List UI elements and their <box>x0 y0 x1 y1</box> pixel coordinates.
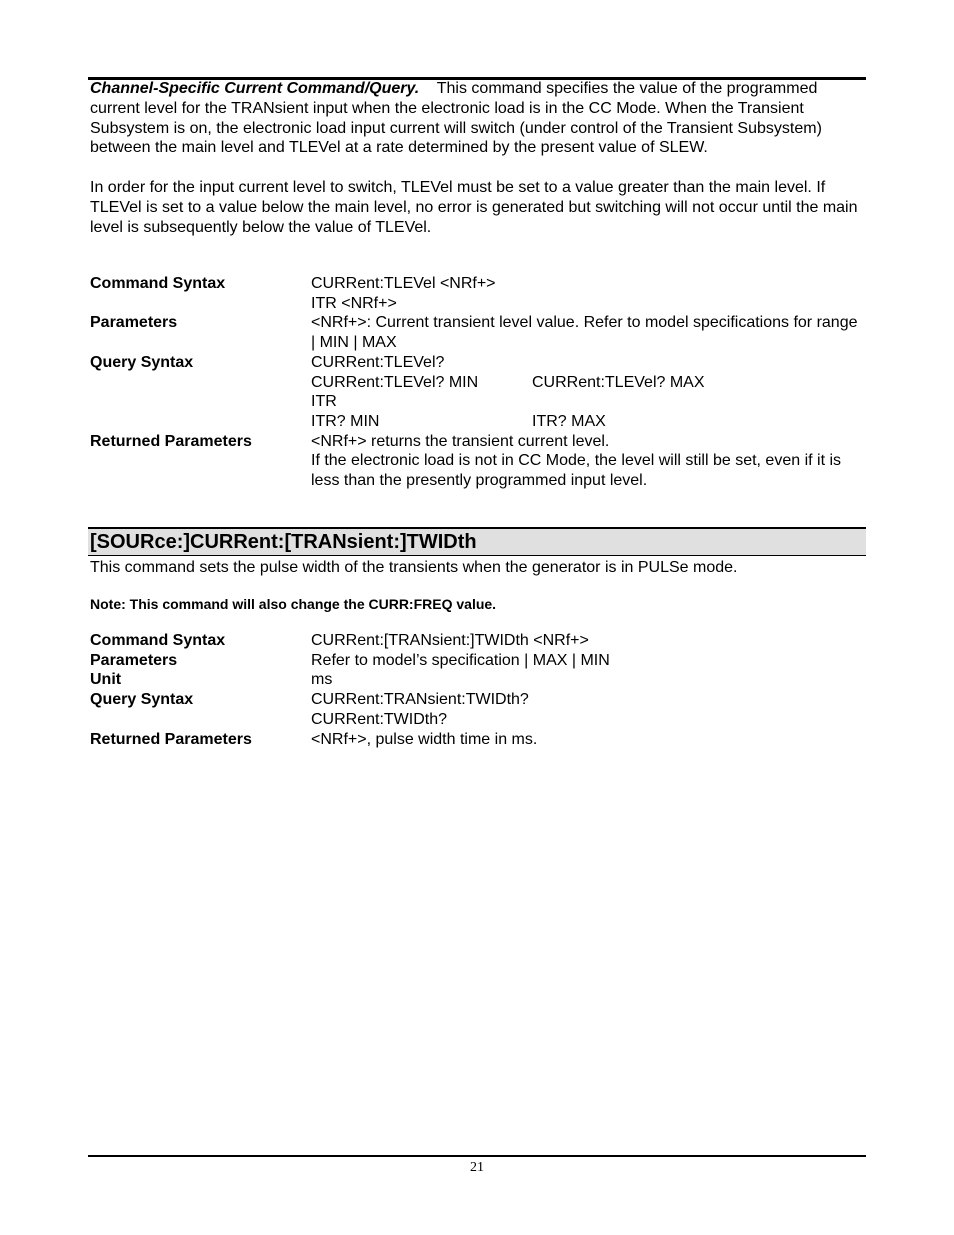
parameters-label: Parameters <box>90 314 178 332</box>
query-syntax-value-alt: CURRent:TWIDth? <box>311 710 448 728</box>
returned-parameters-value: <NRf+>, pulse width time in ms. <box>311 730 538 748</box>
section-note: Note: This command will also change the CURR:FREQ value. <box>90 596 497 612</box>
query-syntax-label: Query Syntax <box>90 353 194 371</box>
tlevel-command-table <box>90 274 866 491</box>
query-syntax-row <box>90 353 866 432</box>
command-syntax-value: CURRent:TLEVel <NRf+> <box>311 275 496 292</box>
query-short-pair <box>311 412 866 432</box>
unit-row <box>90 670 866 690</box>
unit-label: Unit <box>90 671 122 689</box>
command-syntax-value: CURRent:[TRANsient:]TWIDth <NRf+> <box>311 632 589 649</box>
parameters-label: Parameters <box>90 651 178 669</box>
twidth-command-table <box>90 631 866 749</box>
returned-parameters-note: If the electronic load is not in CC Mode, the level will still be set, even if it is less than the presently programmed input level. <box>311 452 842 490</box>
command-syntax-label: Command Syntax <box>90 275 226 292</box>
returned-parameters-row <box>90 730 866 750</box>
query-syntax-value: CURRent:TRANsient:TWIDth? <box>311 691 529 709</box>
query-min: CURRent:TLEVel? MIN <box>311 373 479 391</box>
parameters-row <box>90 313 866 352</box>
returned-parameters-row <box>90 432 866 491</box>
section-heading-bar <box>88 527 866 556</box>
section-description: This command sets the pulse width of the transients when the generator is in PULSe mode. <box>90 559 738 576</box>
query-short-max: ITR? MAX <box>532 412 606 430</box>
unit-value: ms <box>311 671 333 689</box>
query-syntax-short: ITR <box>311 393 337 411</box>
returned-parameters-value: <NRf+> returns the transient current level. <box>311 432 610 450</box>
query-syntax-value: CURRent:TLEVel? <box>311 353 445 371</box>
section-heading: [SOURce:]CURRent:[TRANsient:]TWIDth <box>90 531 477 553</box>
intro-text <box>90 79 866 237</box>
query-max: CURRent:TLEVel? MAX <box>532 373 705 391</box>
page-number: 21 <box>470 1160 484 1175</box>
intro-paragraph-1 <box>90 79 866 158</box>
intro-paragraph-2: In order for the input current level to switch, TLEVel must be set to a value greater than the main level. If TLEVel is set to a value below the main level, no error is generated but switching will not occur until the main level is subsequently below the value of TLEVel. <box>90 178 858 236</box>
query-syntax-label: Query Syntax <box>90 691 194 709</box>
returned-parameters-label: Returned Parameters <box>90 432 252 450</box>
query-syntax-row <box>90 690 866 729</box>
parameters-row <box>90 651 866 671</box>
command-syntax-row <box>90 274 866 313</box>
command-syntax-label: Command Syntax <box>90 632 226 649</box>
returned-parameters-label: Returned Parameters <box>90 730 252 748</box>
query-short-min: ITR? MIN <box>311 412 380 430</box>
parameters-value: Refer to model’s specification | MAX | MIN <box>311 651 610 669</box>
intro-lead: Channel-Specific Current Command/Query. <box>90 80 420 97</box>
command-syntax-row <box>90 631 866 651</box>
command-syntax-value-alt: ITR <NRf+> <box>311 294 397 312</box>
parameters-value: <NRf+>: Current transient level value. Refer to model specifications for range | MIN | MAX <box>311 314 858 352</box>
footer-rule <box>88 1155 866 1157</box>
query-syntax-pair <box>311 373 866 393</box>
intro-paragraph-1-body: This command specifies the value of the programmed current level for the TRANsient input when the electronic load is in the CC Mode. When the Transient Subsystem is on, the electronic load input current will switch (under control of the Transient Subsystem) between the main level and TLEVel at a rate determined by the present value of SLEW. <box>90 80 822 157</box>
